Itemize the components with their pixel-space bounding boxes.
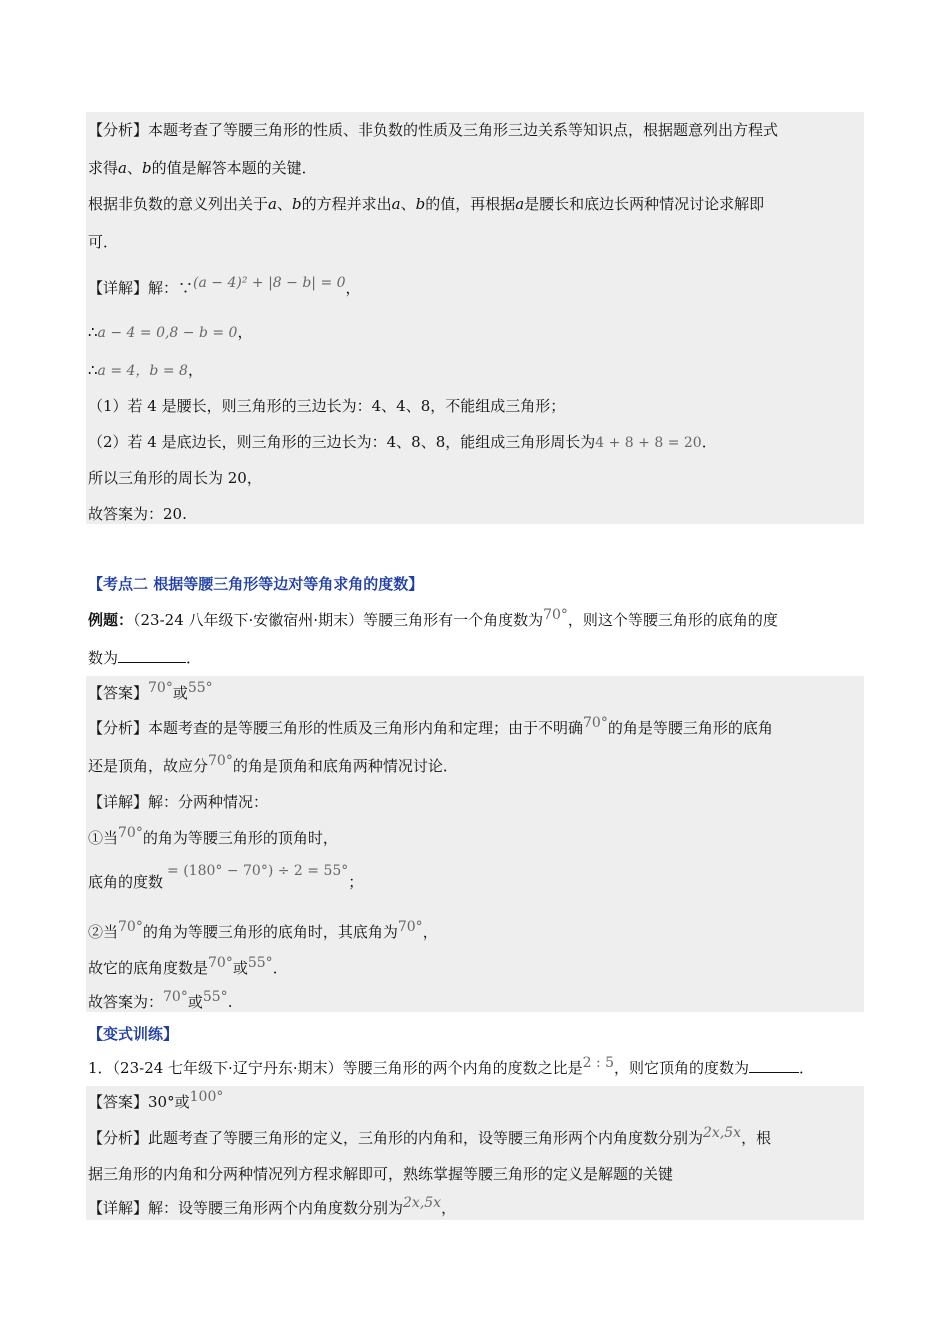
text: 【分析】此题考查了等腰三角形的定义，三角形的内角和，设等腰三角形两个内角度数分别为	[88, 1129, 704, 1147]
analysis-text: 【分析】本题考查了等腰三角形的性质、非负数的性质及三角形三边关系等知识点，根据题意列出方程式	[88, 121, 779, 139]
math: 70°	[543, 607, 568, 623]
text: 据三角形的内角和分两种情况列方程求解即可，熟练掌握等腰三角形的定义是解题的关键	[88, 1165, 674, 1183]
text: 根据非负数的意义列出关于	[88, 195, 269, 213]
equation: (a − 4)² + |8 − b| = 0	[193, 275, 346, 291]
heading-text: 【变式训练】	[88, 1025, 179, 1043]
text: 、	[126, 159, 142, 177]
text: 数为	[88, 649, 119, 667]
detail-line-3	[88, 360, 862, 381]
text: ．	[701, 433, 717, 451]
math: 100°	[189, 1089, 224, 1105]
math: 70°	[163, 989, 188, 1005]
text: 还是顶角，故应分	[88, 757, 209, 775]
case-2	[88, 432, 862, 453]
detail-line-2	[88, 322, 862, 343]
equation: 4 + 8 + 8 = 20	[595, 435, 702, 451]
text: 、	[276, 195, 292, 213]
text: ①当	[88, 829, 119, 847]
math: 70°	[118, 919, 143, 935]
text: 【详解】解：分两种情况：	[88, 793, 269, 811]
detail-3-line-1	[88, 1195, 862, 1219]
analysis-3-line-2	[88, 1164, 862, 1184]
math: 70°	[583, 715, 608, 731]
text: 【分析】本题考查的是等腰三角形的性质及三角形内角和定理；由于不明确	[88, 719, 584, 737]
therefore-symbol: ∴	[88, 361, 98, 379]
text: （2）若 4 是底边长，则三角形的三边长为：4、8、8，能组成三角形周长为	[88, 433, 596, 451]
detail-2-line-5	[88, 955, 862, 979]
var-b: b	[291, 195, 302, 213]
text: ．	[799, 1059, 815, 1077]
detail-2-line-1	[88, 792, 862, 812]
text: ②当	[88, 923, 119, 941]
equation: = (180° − 70°) ÷ 2 = 55°	[167, 863, 349, 879]
text: 底角的度数	[88, 873, 164, 891]
math: 55°	[202, 989, 228, 1005]
math: 70°	[208, 753, 233, 769]
math: 2x,5x	[703, 1125, 742, 1141]
analysis-line-3	[88, 194, 862, 214]
detail-line-1	[88, 275, 862, 299]
text: ，	[422, 923, 438, 941]
text: 的角为等腰三角形的底角时，其底角为	[142, 923, 398, 941]
equation: a − 4 = 0,8 − b = 0	[97, 325, 238, 341]
case-1	[88, 396, 862, 416]
analysis-2-line-1	[88, 715, 862, 739]
answer-label: 【答案】	[88, 684, 149, 702]
text: ，则它顶角的度数为	[614, 1059, 750, 1077]
math: 70°	[397, 919, 423, 935]
text: 、	[400, 195, 416, 213]
text: （1）若 4 是腰长，则三角形的三边长为：4、4、8，不能组成三角形；	[88, 397, 566, 415]
analysis-line-2	[88, 158, 862, 178]
detail-2-line-3	[88, 863, 862, 893]
text: ，	[187, 361, 203, 379]
text: 的角为等腰三角形的顶角时，	[142, 829, 338, 847]
text: 【详解】解：设等腰三角形两个内角度数分别为	[88, 1199, 404, 1217]
math: 2x,5x	[403, 1195, 442, 1211]
detail-label: 【详解】解：∵	[88, 279, 194, 297]
section-heading-2	[88, 574, 862, 594]
text: 或	[187, 993, 203, 1011]
text: 或	[232, 959, 248, 977]
section-heading-3	[88, 1024, 862, 1044]
math: 70°	[148, 680, 173, 696]
math: 70°	[208, 955, 233, 971]
math: 70°	[118, 825, 143, 841]
text: 可．	[88, 233, 119, 251]
text: .	[227, 993, 233, 1011]
text: ，	[237, 323, 253, 341]
answer-blank	[749, 1058, 799, 1073]
answer-label: 【答案】	[88, 1093, 149, 1111]
text: 故答案为：20.	[88, 505, 187, 523]
math: 55°	[187, 680, 213, 696]
therefore-symbol: ∴	[88, 323, 98, 341]
text: ；	[348, 873, 364, 891]
var-a: a	[118, 159, 127, 177]
text: 的角是等腰三角形的底角	[607, 719, 773, 737]
answer-line	[88, 504, 862, 524]
text: （23-24 八年级下·安徽宿州·期末）等腰三角形有一个角度数为	[133, 611, 544, 629]
example-line-1	[88, 607, 862, 631]
detail-2-line-4	[88, 919, 862, 943]
text: 1．（23-24 七年级下·辽宁丹东·期末）等腰三角形的两个内角的度数之比是	[88, 1059, 583, 1077]
example-line-2	[88, 648, 862, 668]
math: 55°	[247, 955, 273, 971]
text: 故它的底角度数是	[88, 959, 209, 977]
question-1	[88, 1055, 862, 1079]
text: ，则这个等腰三角形的底角的度	[567, 611, 778, 629]
text: ，	[441, 1199, 457, 1217]
heading-text: 【考点二 根据等腰三角形等边对等角求角的度数】	[88, 575, 424, 593]
text: ．	[186, 649, 202, 667]
text: 所以三角形的周长为 20，	[88, 469, 262, 487]
perimeter-line	[88, 468, 862, 488]
equation: a = 4，b = 8	[97, 363, 188, 379]
analysis-line-1	[88, 120, 862, 140]
var-b: b	[415, 195, 426, 213]
text: 故答案为：	[88, 993, 164, 1011]
text: 的角是顶角和底角两种情况讨论．	[232, 757, 458, 775]
text: 是腰长和底边长两种情况讨论求解即	[524, 195, 765, 213]
var-a: a	[391, 195, 401, 213]
text: 的方程并求出	[301, 195, 392, 213]
text: 或	[174, 1093, 190, 1111]
var-a: a	[515, 195, 525, 213]
analysis-3-line-1	[88, 1125, 862, 1149]
answer-line-2	[88, 680, 862, 704]
analysis-2-line-2	[88, 753, 862, 777]
text: 求得	[88, 159, 119, 177]
var-a: a	[268, 195, 277, 213]
detail-2-line-6	[88, 989, 862, 1013]
text: 或	[172, 684, 188, 702]
var-b: b	[141, 159, 152, 177]
answer-line-3	[88, 1089, 862, 1113]
answer-blank	[118, 648, 186, 663]
text: 30°	[148, 1093, 175, 1111]
detail-2-line-2	[88, 825, 862, 849]
text: ，	[345, 279, 361, 297]
example-label: 例题：	[88, 611, 134, 629]
text: 的值，再根据	[425, 195, 516, 213]
text: 的值是解答本题的关键．	[151, 159, 317, 177]
text: ．	[272, 959, 288, 977]
math: 2 : 5	[582, 1055, 615, 1071]
text: ，根	[741, 1129, 772, 1147]
analysis-line-4	[88, 232, 862, 252]
